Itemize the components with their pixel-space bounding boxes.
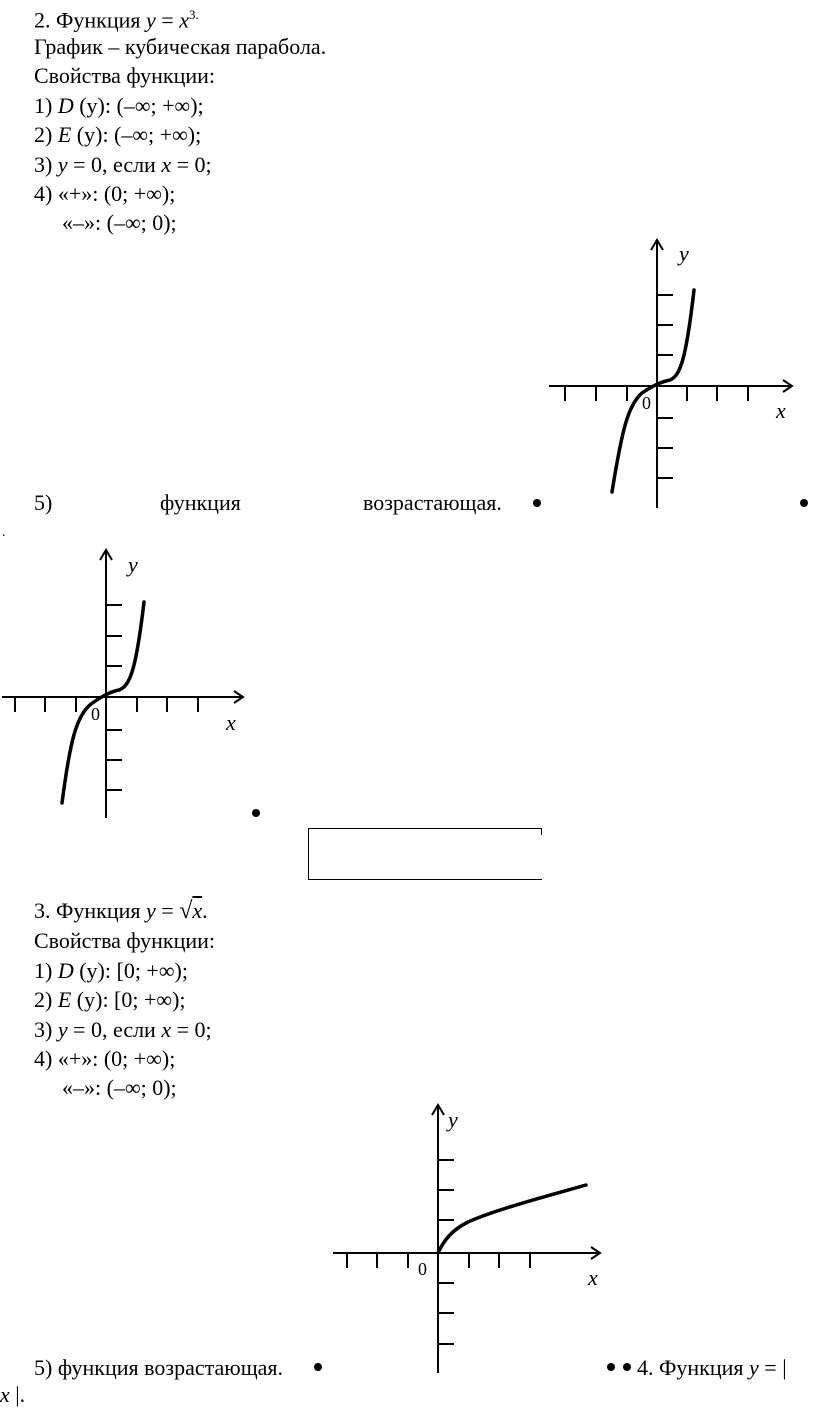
cubic-graph-2 [2, 550, 260, 818]
graph-description: График – кубическая парабола. [34, 34, 327, 59]
property-monotonic-num: 5) [34, 490, 53, 515]
bullet-1 [533, 499, 541, 507]
section4-heading-cont: x |. [0, 1382, 26, 1407]
y-axis-label-2: y [128, 552, 138, 577]
property-sign-positive: 4) «+»: (0; +∞); [34, 181, 176, 206]
sqrt-graph [314, 1105, 631, 1373]
bullet-3 [252, 809, 260, 817]
property-sign-positive-3: 4) «+»: (0; +∞); [34, 1046, 176, 1071]
bullet-4 [314, 1363, 322, 1371]
cubic-graph-1 [533, 240, 808, 508]
x-axis-label-3: x [588, 1265, 598, 1290]
bullet-5 [607, 1363, 615, 1371]
property-range: 2) E (y): (–∞; +∞); [34, 122, 202, 147]
property-zero-3: 3) y = 0, если x = 0; [34, 1017, 212, 1042]
property-range-3: 2) E (y): [0; +∞); [34, 987, 186, 1012]
property-domain: 1) D (y): (–∞; +∞); [34, 93, 204, 118]
x-axis-label-1: x [776, 398, 786, 423]
section4-heading: 4. Функция y = | [637, 1355, 787, 1380]
cubic-curve-2 [62, 602, 144, 803]
cubic-curve-1 [612, 290, 694, 492]
stray-period: . [2, 525, 6, 540]
property-monotonic-3: 5) функция возрастающая. [34, 1355, 284, 1380]
properties-title-3: Свойства функции: [34, 928, 216, 953]
sqrt-sign: √ [179, 898, 193, 924]
section3-heading: 3. Функция y = √x. [34, 898, 208, 924]
properties-title: Свойства функции: [34, 63, 216, 88]
property-domain-3: 1) D (y): [0; +∞); [34, 958, 188, 983]
sqrt-curve [438, 1185, 586, 1253]
property-monotonic-word2: возрастающая. [363, 490, 502, 515]
origin-label-1: 0 [642, 393, 651, 413]
bullet-2 [800, 499, 808, 507]
section2-heading: 2. Функция $y = x^{3.}$ [34, 7, 199, 33]
y-axis-label-1: y [679, 241, 689, 266]
x-axis-label-2: x [226, 710, 236, 735]
property-sign-negative-3: «–»: (–∞; 0); [62, 1075, 177, 1100]
property-monotonic-word: функция [160, 490, 241, 515]
property-zero: 3) y = 0, если x = 0; [34, 152, 212, 177]
origin-label-2: 0 [91, 704, 100, 724]
origin-label-3: 0 [418, 1259, 427, 1279]
property-sign-negative: «–»: (–∞; 0); [62, 210, 177, 235]
bullet-6 [623, 1363, 631, 1371]
y-axis-label-3: y [448, 1107, 458, 1132]
